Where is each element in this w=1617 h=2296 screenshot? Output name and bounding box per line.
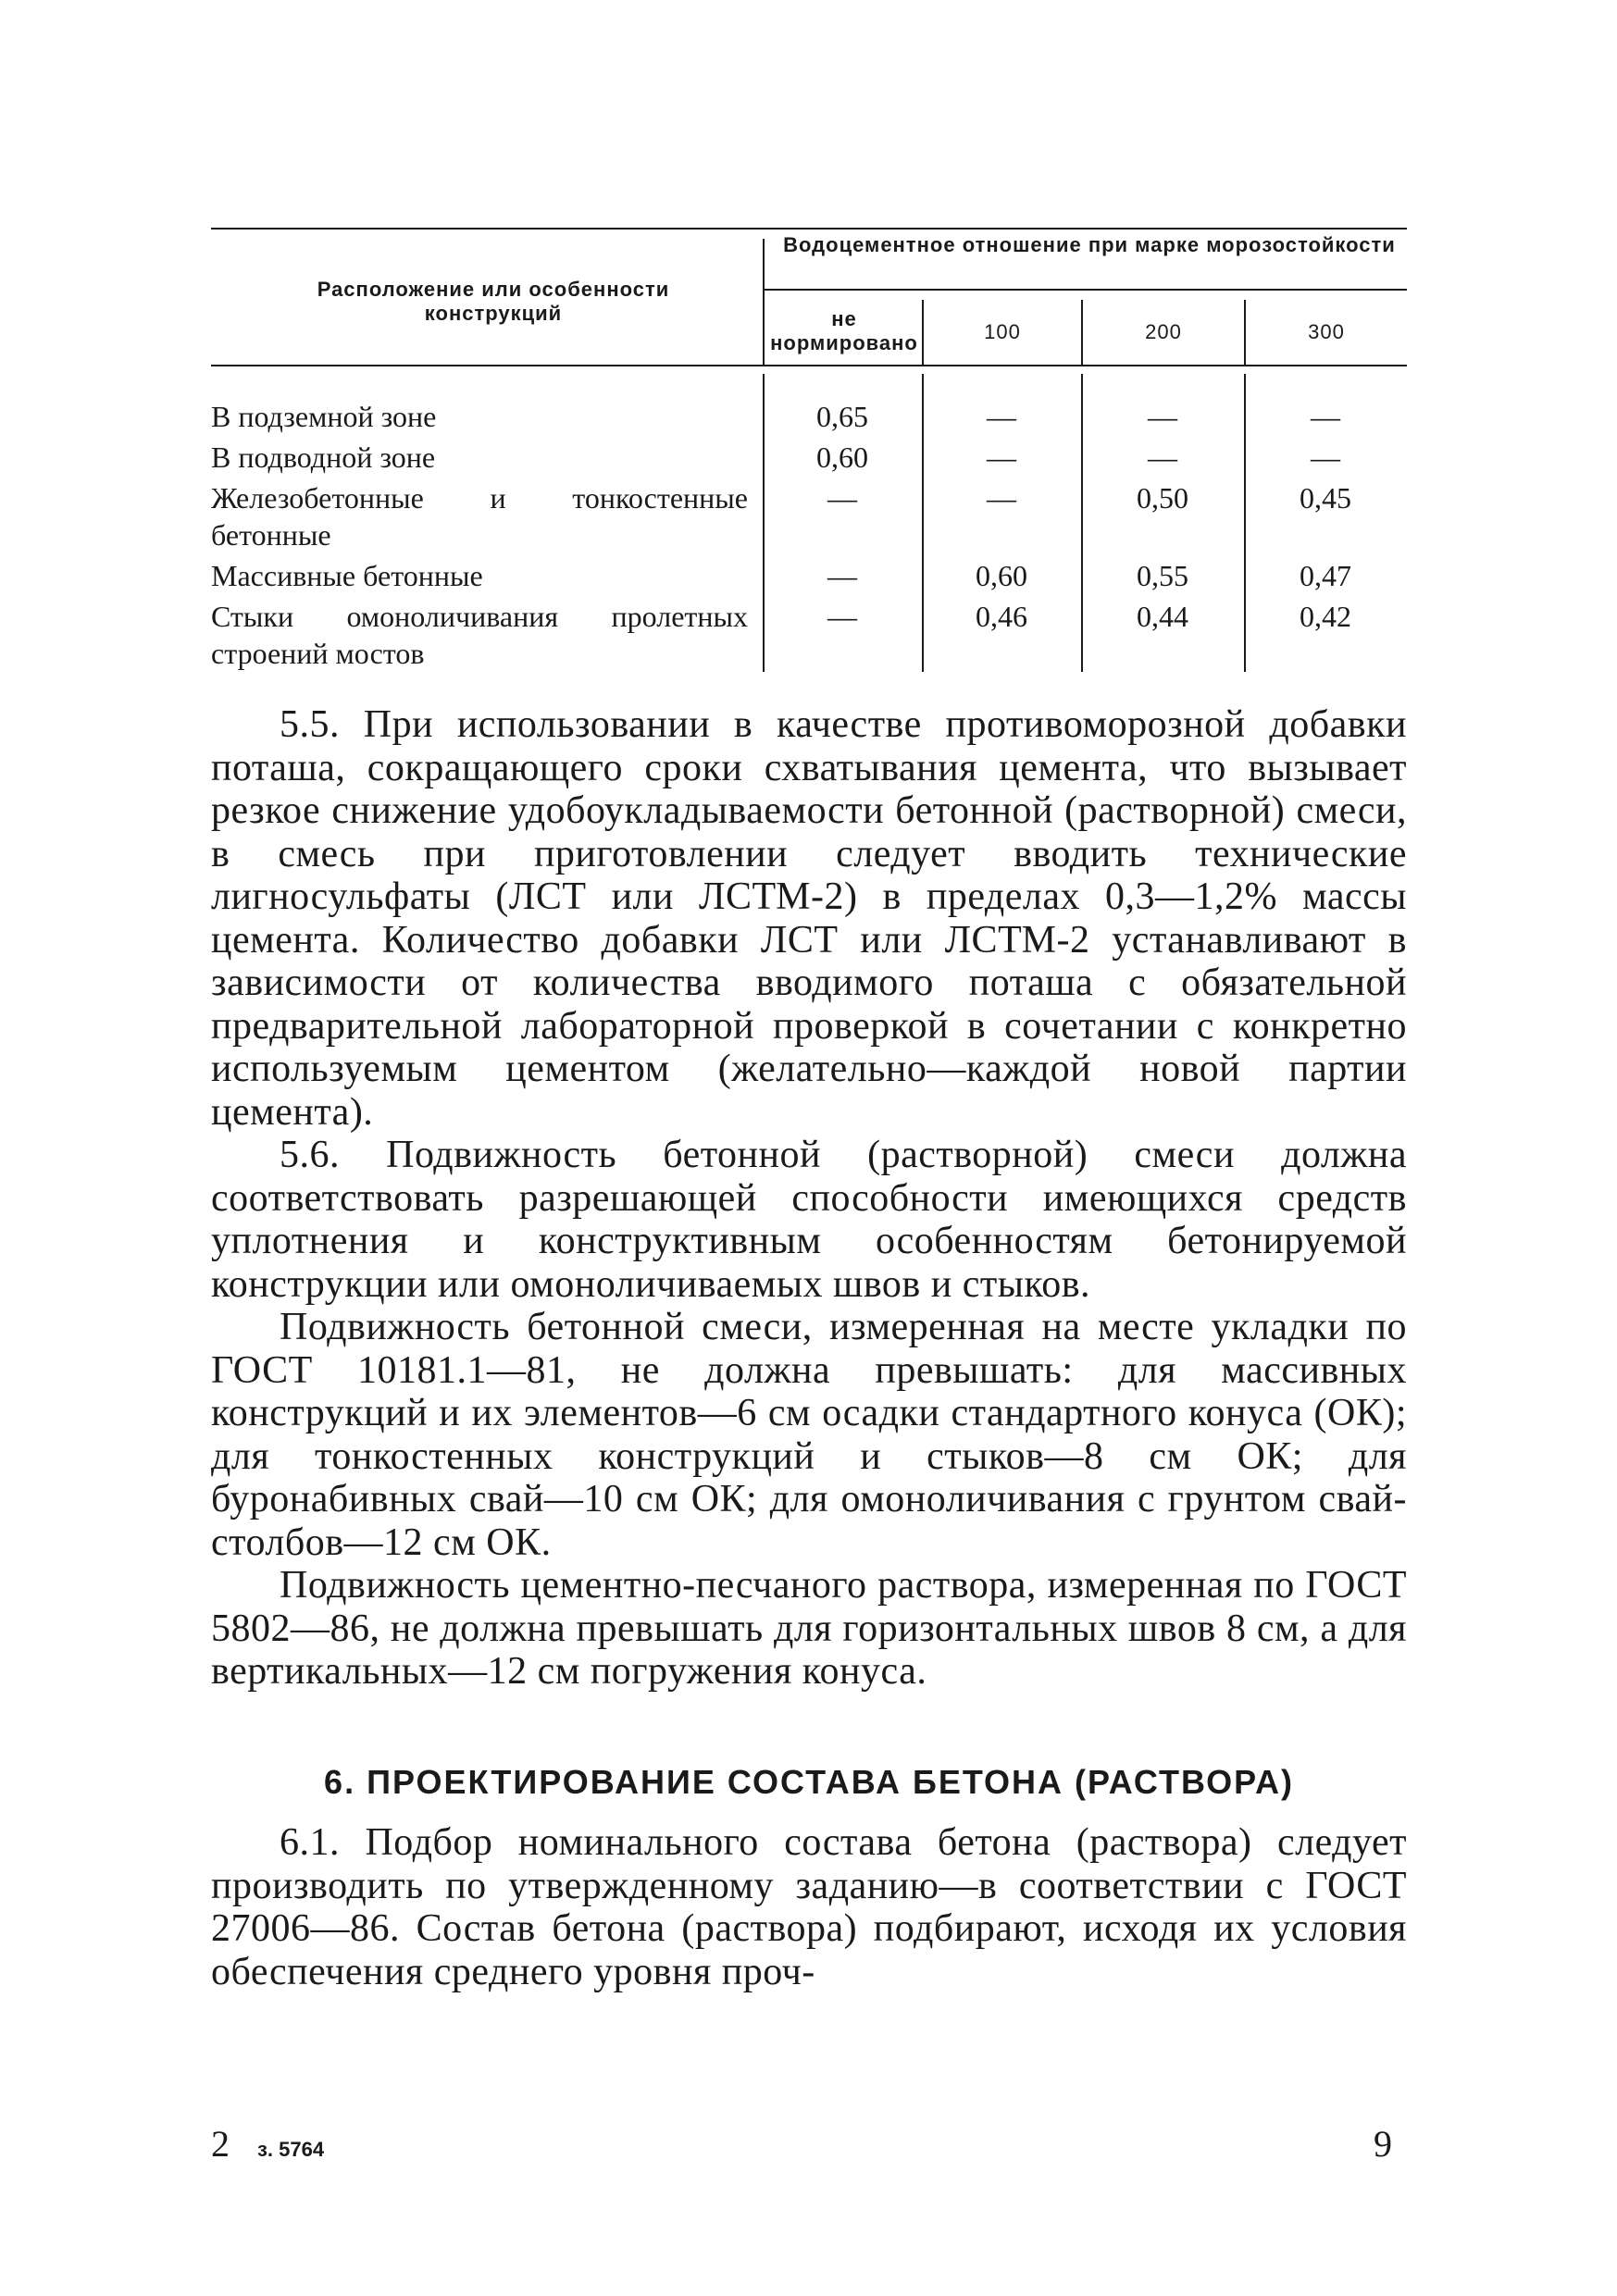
header-group: Водоцементное отношение при марке морозостойкости — [783, 233, 1396, 256]
table-cell: 0,47 — [1300, 559, 1351, 592]
table-row-label: Стыки омоноличивания пролетных строений мостов — [211, 600, 748, 670]
paragraph-5-5: 5.5. При использовании в качестве противоморозной добавки поташа, сокращающего сроки схватывания цемента, что вызывает резкое снижение удобоукладываемости бетонной (растворной) смеси, в смесь при приготовлении следует вводить технические лигносульфаты (ЛСТ или ЛСТМ-2) в пределах 0,3—1,2% массы цемента. Количество добавки ЛСТ или ЛСТМ-2 устанавливают в зависимости от количества вводимого поташа с обязательной предварительной лабораторной проверкой в сочетании с конкретно используемым цементом (желательно—каждой новой партии цемента). — [211, 703, 1407, 1134]
table-vrule — [763, 239, 765, 365]
signature-number: 2 — [211, 2123, 230, 2165]
page-number: 9 — [1374, 2123, 1392, 2165]
paragraph-5-6-b: Подвижность бетонной смеси, измеренная на месте укладки по ГОСТ 10181.1—81, не должна превышать: для массивных конструкций и их элементов—6 см осадки стандартного конуса (ОК); для тонкостенных конструкций и стыков—8 см ОК; для буронабивных свай—10 см ОК; для омоноличивания с грунтом свай-столбов—12 см ОК. — [211, 1306, 1407, 1564]
table-row-label: В подводной зоне — [211, 441, 436, 474]
table-cell: — — [1311, 441, 1340, 474]
table-cell: — — [987, 481, 1016, 515]
section-6-text — [211, 1821, 1407, 1993]
table-cell: 0,55 — [1137, 559, 1188, 592]
header-location: Расположение или особенности конструкций — [317, 278, 670, 325]
section-6-heading: 6. ПРОЕКТИРОВАНИЕ СОСТАВА БЕТОНА (РАСТВОРА) — [324, 1763, 1294, 1801]
header-grade-200: 200 — [1145, 320, 1182, 343]
table-cell: — — [1148, 441, 1177, 474]
table-cell: 0,46 — [976, 600, 1027, 633]
table-cell: 0,60 — [816, 441, 868, 474]
table-cell: — — [827, 481, 857, 515]
table-cell: 0,45 — [1300, 481, 1351, 515]
table-cell: 0,42 — [1300, 600, 1351, 633]
table-cell: — — [987, 400, 1016, 433]
table-row-label: Железобетонные и тонкостенные бетонные — [211, 481, 748, 552]
table-cell: 0,60 — [976, 559, 1027, 592]
table-cell: 0,44 — [1137, 600, 1188, 633]
header-grade-300: 300 — [1308, 320, 1345, 343]
header-grade-100: 100 — [984, 320, 1021, 343]
table-header-rule — [211, 365, 1407, 366]
paragraph-5-6-c: Подвижность цементно-песчаного раствора, измеренная по ГОСТ 5802—86, не должна превышать для горизонтальных швов 8 см, а для вертикальных—12 см погружения конуса. — [211, 1564, 1407, 1693]
table-cell: — — [987, 441, 1016, 474]
table-cell: 0,50 — [1137, 481, 1188, 515]
table-cell: — — [1148, 400, 1177, 433]
table-cell: 0,65 — [816, 400, 868, 433]
paragraph-6-1: 6.1. Подбор номинального состава бетона (раствора) следует производить по утвержденному заданию—в соответствии с ГОСТ 27006—86. Состав бетона (раствора) подбирают, исходя их условия обеспечения среднего уровня проч- — [211, 1821, 1407, 1993]
table-cell: — — [827, 600, 857, 633]
table-row-label: Массивные бетонные — [211, 559, 483, 592]
table-group-rule — [763, 289, 1407, 291]
header-grade-not-normed: не нормировано — [770, 307, 918, 354]
footer-signature — [211, 2121, 324, 2173]
section-5-text — [211, 703, 1407, 1694]
table-row-label: В подземной зоне — [211, 400, 437, 433]
print-order: з. 5764 — [257, 2138, 325, 2161]
water-cement-ratio-table — [211, 228, 1407, 672]
paragraph-5-6: 5.6. Подвижность бетонной (растворной) смеси должна соответствовать разрешающей способности имеющихся средств уплотнения и конструктивным особенностям бетонируемой конструкции или омоноличиваемых швов и стыков. — [211, 1134, 1407, 1306]
table-top-rule — [211, 228, 1407, 230]
table-cell: — — [827, 559, 857, 592]
table-cell: — — [1311, 400, 1340, 433]
